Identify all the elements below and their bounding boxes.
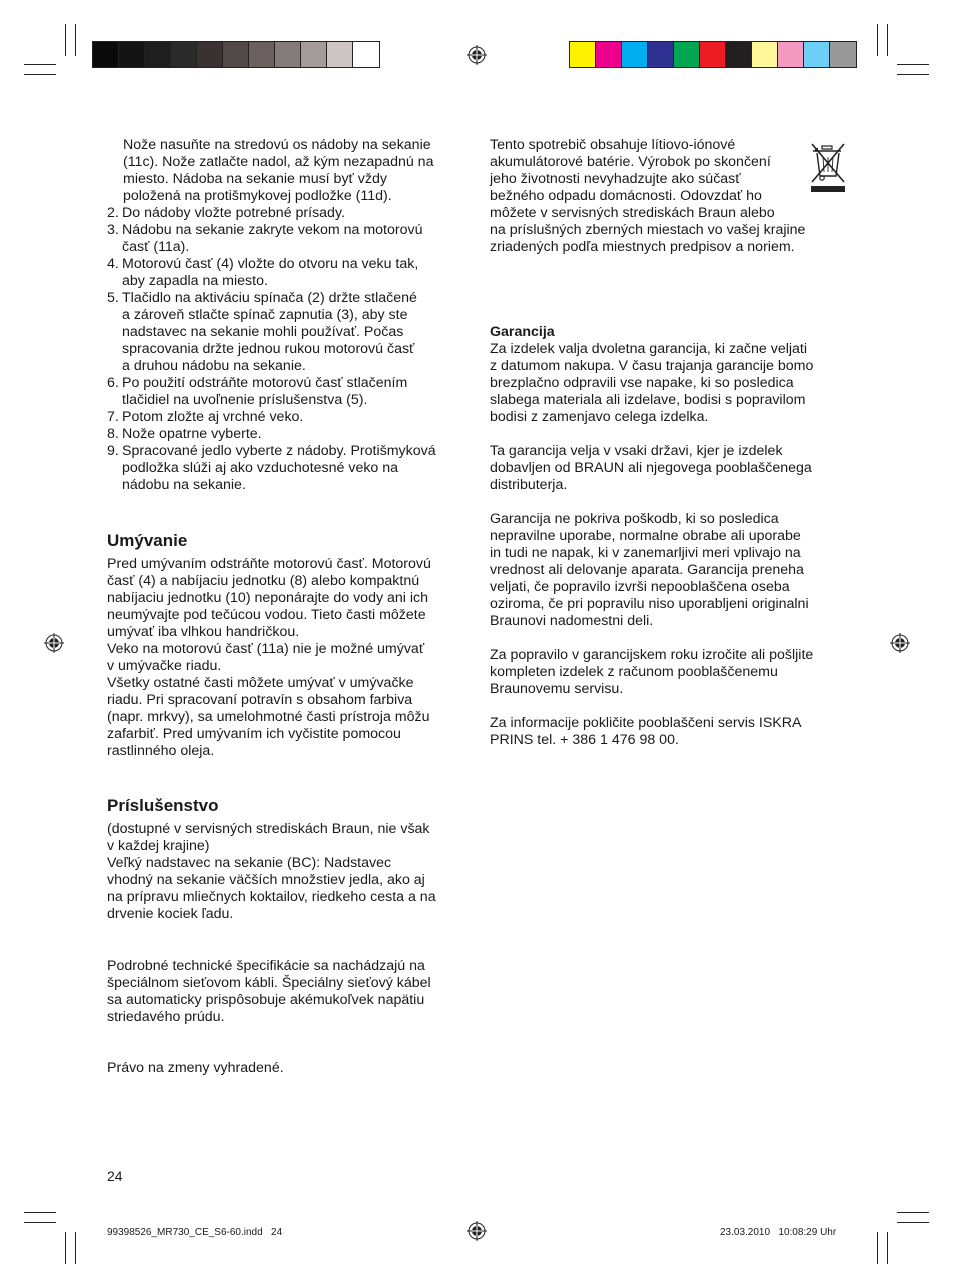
warranty-paragraph-1: Za izdelek valja dvoletna garancija, ki začne veljati z datumom nakupa. V času trajanja garancije bomo brezplačno odpravili vse napake, ki so posledica slabega materiala ali izdelave, bodisi s popravilom bodisi z zamenjavo celega izdelka. bbox=[490, 341, 814, 425]
step-item bbox=[107, 426, 467, 443]
specs-paragraph: Podrobné technické špecifikácie sa nachádzajú na špeciálnom sieťovom kábli. Špeciálny sieťový kábel sa automaticky prispôsobuje akémukoľvek napätiu striedavého prúdu. bbox=[107, 958, 431, 1025]
step-number: 9. bbox=[107, 443, 119, 459]
warranty-paragraph-2: Ta garancija velja v vsaki državi, kjer je izdelek dobavljen od BRAUN ali njegovega pooblaščenega distributerja. bbox=[490, 443, 812, 493]
step-text: Spracované jedlo vyberte z nádoby. Protišmyková podložka slúži aj ako vzduchotesné veko na nádobu na sekanie. bbox=[122, 443, 436, 493]
right-column bbox=[490, 137, 850, 749]
crop-mark-br-v2 bbox=[877, 1232, 878, 1264]
warranty-heading: Garancija bbox=[490, 324, 555, 340]
step-number: 4. bbox=[107, 256, 119, 272]
washing-paragraph: Pred umývaním odstráňte motorovú časť. Motorovú časť (4) a nabíjaciu jednotku (8) alebo kompaktnú nabíjaciu jednotku (10) neponárajte do vody ani ich neumývajte pod tečúcou vodou. Tieto časti môžete umývať iba vlhkou handričkou. Veko na motorovú časť (11a) nie je možné umývať v umývačke riadu. Všetky ostatné časti môžete umývať v umývačke riadu. Pri spracovaní potravín s obsahom farbiva (napr. mrkvy), sa umelohmotné časti prístroja môžu zafarbiť. Pred umývaním ich vyčistite pomocou rastlinného oleja. bbox=[107, 556, 431, 759]
page-number: 24 bbox=[107, 1168, 123, 1184]
gray-swatch bbox=[275, 42, 301, 67]
crop-mark-bl-v bbox=[65, 1232, 66, 1264]
step-number: 6. bbox=[107, 375, 119, 391]
footer-file-info: 99398526_MR730_CE_S6-60.indd 24 bbox=[107, 1227, 283, 1238]
crop-mark-tl-h2 bbox=[24, 74, 56, 75]
gray-swatch bbox=[353, 42, 379, 67]
process-color-bar bbox=[569, 41, 857, 68]
color-swatch bbox=[700, 42, 726, 67]
step-item bbox=[107, 409, 467, 426]
step-text: Tlačidlo na aktiváciu spínača (2) držte stlačené a zároveň stlačte spínač zapnutia (3), aby ste nadstavec na sekanie mohli používať. Počas spracovania držte jednou rukou motorovú časť a druhou nádobu na sekanie. bbox=[122, 290, 417, 374]
warranty-paragraph-4: Za popravilo v garancijskem roku izročite ali pošljite kompleten izdelek z računom pooblaščenemu Braunovemu servisu. bbox=[490, 647, 814, 697]
step-item bbox=[107, 443, 467, 494]
color-swatch bbox=[648, 42, 674, 67]
crop-mark-tr-h2 bbox=[897, 74, 929, 75]
crop-mark-tr-h bbox=[897, 64, 929, 65]
crop-mark-tl-v2 bbox=[75, 24, 76, 56]
gray-swatch bbox=[197, 42, 223, 67]
registration-mark-icon bbox=[44, 633, 64, 653]
crop-mark-br-v bbox=[887, 1232, 888, 1264]
washing-heading: Umývanie bbox=[107, 531, 188, 550]
step-text: Motorovú časť (4) vložte do otvoru na veku tak, aby zapadla na miesto. bbox=[122, 256, 419, 289]
color-swatch bbox=[804, 42, 830, 67]
step-item bbox=[107, 256, 467, 290]
crop-mark-br-h2 bbox=[897, 1212, 929, 1213]
step-number: 8. bbox=[107, 426, 119, 442]
step-number: 7. bbox=[107, 409, 119, 425]
color-swatch bbox=[830, 42, 856, 67]
color-swatch bbox=[726, 42, 752, 67]
gray-swatch bbox=[301, 42, 327, 67]
crop-mark-tr-v bbox=[887, 24, 888, 56]
step-item bbox=[107, 375, 467, 409]
footer-timestamp: 23.03.2010 10:08:29 Uhr bbox=[720, 1227, 837, 1238]
registration-mark-icon bbox=[467, 1221, 487, 1241]
gray-swatch bbox=[119, 42, 145, 67]
color-swatch bbox=[622, 42, 648, 67]
crop-mark-bl-h2 bbox=[24, 1212, 56, 1213]
warranty-paragraph-3: Garancija ne pokriva poškodb, ki so posledica nepravilne uporabe, normalne obrabe ali uporabe in tudi ne napak, ki v zanemarljivi meri vplivajo na vrednost ali delovanje aparata. Garancija preneha veljati, če popravilo izvrši nepooblaščena oseba oziroma, če pri popravilu niso uporabljeni originalni Braunovi nadomestni deli. bbox=[490, 511, 809, 629]
crop-mark-tl-v bbox=[65, 24, 66, 56]
warranty-paragraph-5: Za informacije pokličite pooblaščeni servis ISKRA PRINS tel. + 386 1 476 98 00. bbox=[490, 715, 802, 748]
gray-swatch bbox=[145, 42, 171, 67]
color-swatch bbox=[596, 42, 622, 67]
gray-swatch bbox=[223, 42, 249, 67]
registration-mark-icon bbox=[467, 45, 487, 65]
color-swatch bbox=[778, 42, 804, 67]
accessories-heading: Príslušenstvo bbox=[107, 796, 219, 815]
color-swatch bbox=[674, 42, 700, 67]
gray-swatch bbox=[93, 42, 119, 67]
battery-paragraph: Tento spotrebič obsahuje lítiovo-iónové akumulátorové batérie. Výrobok po skončení jeho životnosti nevyhadzujte ako súčasť bežného odpadu domácnosti. Odovzdať ho môžete v servisných strediskách Braun alebo na príslušných zberných miestach vo vašej krajine zriadených podľa miestnych predpisov a noriem. bbox=[490, 137, 806, 255]
crop-mark-tl-h bbox=[24, 64, 56, 65]
steps-list bbox=[107, 205, 467, 494]
crop-mark-tr-v2 bbox=[877, 24, 878, 56]
grayscale-color-bar bbox=[92, 41, 380, 68]
step-number: 3. bbox=[107, 222, 119, 238]
intro-paragraph: Nože nasuňte na stredovú os nádoby na sekanie (11c). Nože zatlačte nadol, až kým nezapadnú na miesto. Nádoba na sekanie musí byť vždy položená na protišmykovej podložke (11d). bbox=[123, 137, 434, 204]
rights-paragraph: Právo na zmeny vyhradené. bbox=[107, 1060, 284, 1076]
step-text: Do nádoby vložte potrebné prísady. bbox=[122, 205, 345, 221]
color-swatch bbox=[752, 42, 778, 67]
step-number: 2. bbox=[107, 205, 119, 221]
step-text: Nádobu na sekanie zakryte vekom na motorovú časť (11a). bbox=[122, 222, 423, 255]
gray-swatch bbox=[171, 42, 197, 67]
crossed-out-wheelie-bin-icon bbox=[808, 138, 848, 194]
gray-swatch bbox=[249, 42, 275, 67]
crop-mark-bl-v2 bbox=[75, 1232, 76, 1264]
accessories-paragraph: (dostupné v servisných strediskách Braun, nie však v každej krajine) Veľký nadstavec na sekanie (BC): Nadstavec vhodný na sekanie väčších množstiev jedla, ako aj na prípravu mliečnych koktailov, riedkeho cesta a na drvenie kociek ľadu. bbox=[107, 821, 436, 922]
step-item bbox=[107, 222, 467, 256]
step-text: Potom zložte aj vrchné veko. bbox=[122, 409, 304, 425]
gray-swatch bbox=[327, 42, 353, 67]
color-swatch bbox=[570, 42, 596, 67]
step-item bbox=[107, 290, 467, 375]
step-text: Nože opatrne vyberte. bbox=[122, 426, 262, 442]
step-item bbox=[107, 205, 467, 222]
crop-mark-bl-h bbox=[24, 1222, 56, 1223]
step-text: Po použití odstráňte motorovú časť stlačením tlačidiel na uvoľnenie príslušenstva (5). bbox=[122, 375, 408, 408]
step-number: 5. bbox=[107, 290, 119, 306]
left-column bbox=[107, 137, 467, 1077]
crop-mark-br-h bbox=[897, 1222, 929, 1223]
registration-mark-icon bbox=[890, 633, 910, 653]
